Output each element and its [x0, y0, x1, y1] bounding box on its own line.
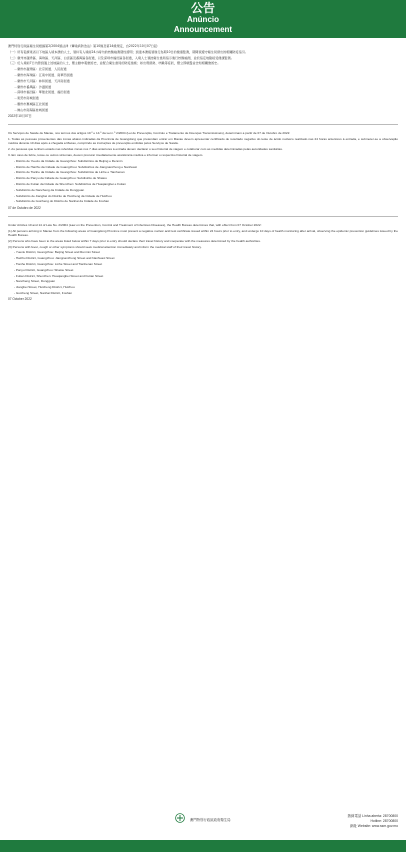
- section-divider: [8, 124, 398, 125]
- contact-line: 熱線電話 Linha aberta: 28700800: [347, 814, 398, 818]
- paragraph-en: (3) Persons with fever, cough or other symptoms should seek medical attention immediately and inform the medical staff of their travel history.: [8, 244, 202, 249]
- area-item-en: - Tianhe District, Guangzhou: Linhe Street and Tianhenan Street: [14, 261, 103, 266]
- paragraph-en: Under Articles 10 and 14 of Law No. 2/2004 (Law on the Prevention, Control and Treatment of Infectious Diseases), the Health Bureau determines that, with effect from 07 October 2022:: [8, 222, 262, 227]
- area-item-zh: －廣州市越秀區：北京街道、人民街道: [14, 67, 67, 72]
- header-title-zh: 公告: [190, 1, 215, 15]
- contact-line: 網址 Website: www.ssm.gov.mo: [350, 824, 398, 828]
- area-item-zh: －佛山市南海區桂城街道: [14, 107, 49, 112]
- section-english: [8, 223, 398, 302]
- announcement-header: [0, 0, 406, 38]
- date-zh: 2022年10月07日: [8, 113, 32, 118]
- area-item-en: - Futian District, Shenzhen: Huaqiangbei Street and Futian Street: [14, 273, 104, 278]
- paragraph-zh: （三）於入境前7日內曾到過上述地區的人士，應主動申報旅遊史，並配合衛生當局的防疫措施；如出現發熱、咳嗽等症狀，應立即就醫並告知相關旅遊史。: [8, 61, 221, 66]
- area-item-pt: - Distrito de Yuexiu da Cidade de Guangzhou: Subdistritos de Beijing e Renmin: [14, 158, 123, 163]
- area-item-zh: －廣州市海珠區：江南中街道、南華西街道: [14, 72, 73, 77]
- paragraph-en: (2) Persons who have been to the areas listed below within 7 days prior to entry should declare their travel history and cooperate with the measures determined by the health authorities.: [8, 238, 261, 243]
- area-item-pt: - Subdistrito de Jiangbei do Distrito de Huicheng da Cidade de Huizhou: [14, 193, 112, 198]
- paragraph-pt: Os Serviços de Saúde de Macau, nos termos dos artigos 10.º e 14.º da Lei n.º 2/2004 (Lei de Prevenção, Controlo e Tratamento de Doenças Transmissíveis), determinam a partir de 07 de Outubro de 2022:: [8, 131, 291, 136]
- area-item-pt: - Subdistrito de Guicheng do Distrito de Nanhai da Cidade de Foshan: [14, 199, 110, 204]
- paragraph-en: (1) All persons arriving in Macao from the following areas of Guangdong Province must present a negative nucleic acid test certificate issued within 24 hours prior to entry, and undergo 10 days of health monitoring after arrival, observing the epidemic prevention guidelines issued by the Health Bureau.: [8, 228, 398, 237]
- section-portuguese: [8, 131, 398, 210]
- paragraph-zh: （二）廣州市越秀區、海珠區、天河區、白雲區及番禺區各街道，以及深圳市福田區各街道，入境人士須按衛生當局指示進行核酸檢測，並於指定地點接受健康監測。: [8, 55, 234, 60]
- date-en: 07 October 2022: [8, 297, 32, 302]
- area-item-zh: －惠州市惠城區江北街道: [14, 101, 49, 106]
- section-divider: [8, 216, 398, 217]
- contact-info: [348, 814, 398, 829]
- date-pt: 07 de Outubro de 2022: [8, 205, 41, 210]
- footer-color-bar: [0, 840, 406, 852]
- header-title-pt: Anúncio: [187, 15, 219, 24]
- area-item-en: - Guicheng Street, Nanhai District, Foshan: [14, 290, 73, 295]
- area-item-zh: －廣州市天河區：林和街道、天河南街道: [14, 78, 70, 83]
- paragraph-pt: 2. As pessoas que tenham estado nas referidas zonas nos 7 dias anteriores à entrada devem declarar o seu historial de viagem e colaborar com as medidas determinadas pelas autoridades sanitárias.: [8, 147, 283, 152]
- area-item-en: - Haizhu District, Guangzhou: Jiangnanzhong Street and Nanhuaxi Street: [14, 256, 115, 261]
- announcement-body: [0, 38, 406, 302]
- area-item-en: - Jiangbei Street, Huicheng District, Huizhou: [14, 285, 75, 290]
- paragraph-pt: 3. Em caso de febre, tosse ou outros sintomas, devem procurar imediatamente assistência médica e informar o respectivo historial de viagem.: [8, 152, 204, 157]
- area-item-zh: －廣州市番禺區：沙頭街道: [14, 84, 52, 89]
- area-item-pt: - Subdistrito de Nancheng da Cidade de Dongguan: [14, 187, 85, 192]
- paragraph-zh: 澳門特別行政區衛生局根據第2/2004號法律《傳染病防治法》第10條及第14條規定，自2022年10月07日起：: [8, 44, 161, 48]
- area-item-pt: - Distrito de Futian da Cidade de Shenzhen: Subdistritos de Huaqiangbei e Futian: [14, 181, 126, 186]
- area-item-pt: - Distrito de Panyu da Cidade de Guangzhou: Subdistrito de Shatou: [14, 176, 107, 181]
- area-item-pt: - Distrito de Haizhu da Cidade de Guangzhou: Subdistritos de Jiangnanzhong e Nanhuaxi: [14, 164, 137, 169]
- section-chinese: [8, 44, 398, 118]
- area-item-zh: －東莞市南城街道: [14, 96, 39, 101]
- bureau-logo: [150, 810, 256, 828]
- area-item-zh: －深圳市福田區：華強北街道、福田街道: [14, 90, 70, 95]
- bureau-name-zh: 澳門特別行政區政府衛生局: [189, 817, 231, 822]
- area-item-en: - Panyu District, Guangzhou: Shatou Street: [14, 267, 74, 272]
- paragraph-pt: 1. Todas as pessoas provenientes das zonas abaixo indicadas da Província de Guangdong que pretendam entrar em Macau devem apresentar certificado de resultado negativo do teste de ácido nucleico realizado nas 24 horas anteriores à entrada, e submeter-se a observação médica durante 10 dias após a chegada a Macau, cumprindo as instruções de prevenção emitidas pelos Serviços de Saúde.: [8, 137, 398, 146]
- area-item-en: - Nancheng Street, Dongguan: [14, 279, 56, 284]
- bureau-emblem-icon: [175, 810, 185, 828]
- announcement-footer: [0, 804, 406, 852]
- contact-line: Hotline: 28700800: [370, 819, 398, 823]
- area-item-pt: - Distrito de Tianhe da Cidade de Guangzhou: Subdistritos de Linhe e Tianhenan: [14, 170, 125, 175]
- paragraph-zh: （一）所有從廣東省以下地區入境本澳的人士，須持有入境前24小時內的核酸檢測陰性證明；到達本澳後須進行為期10日的健康監測，期間須遵守衛生局發出的相關防疫指引。: [8, 49, 248, 54]
- header-title-en: Announcement: [173, 25, 233, 34]
- area-item-en: - Yuexiu District, Guangzhou: Beijing Street and Renmin Street: [14, 250, 100, 255]
